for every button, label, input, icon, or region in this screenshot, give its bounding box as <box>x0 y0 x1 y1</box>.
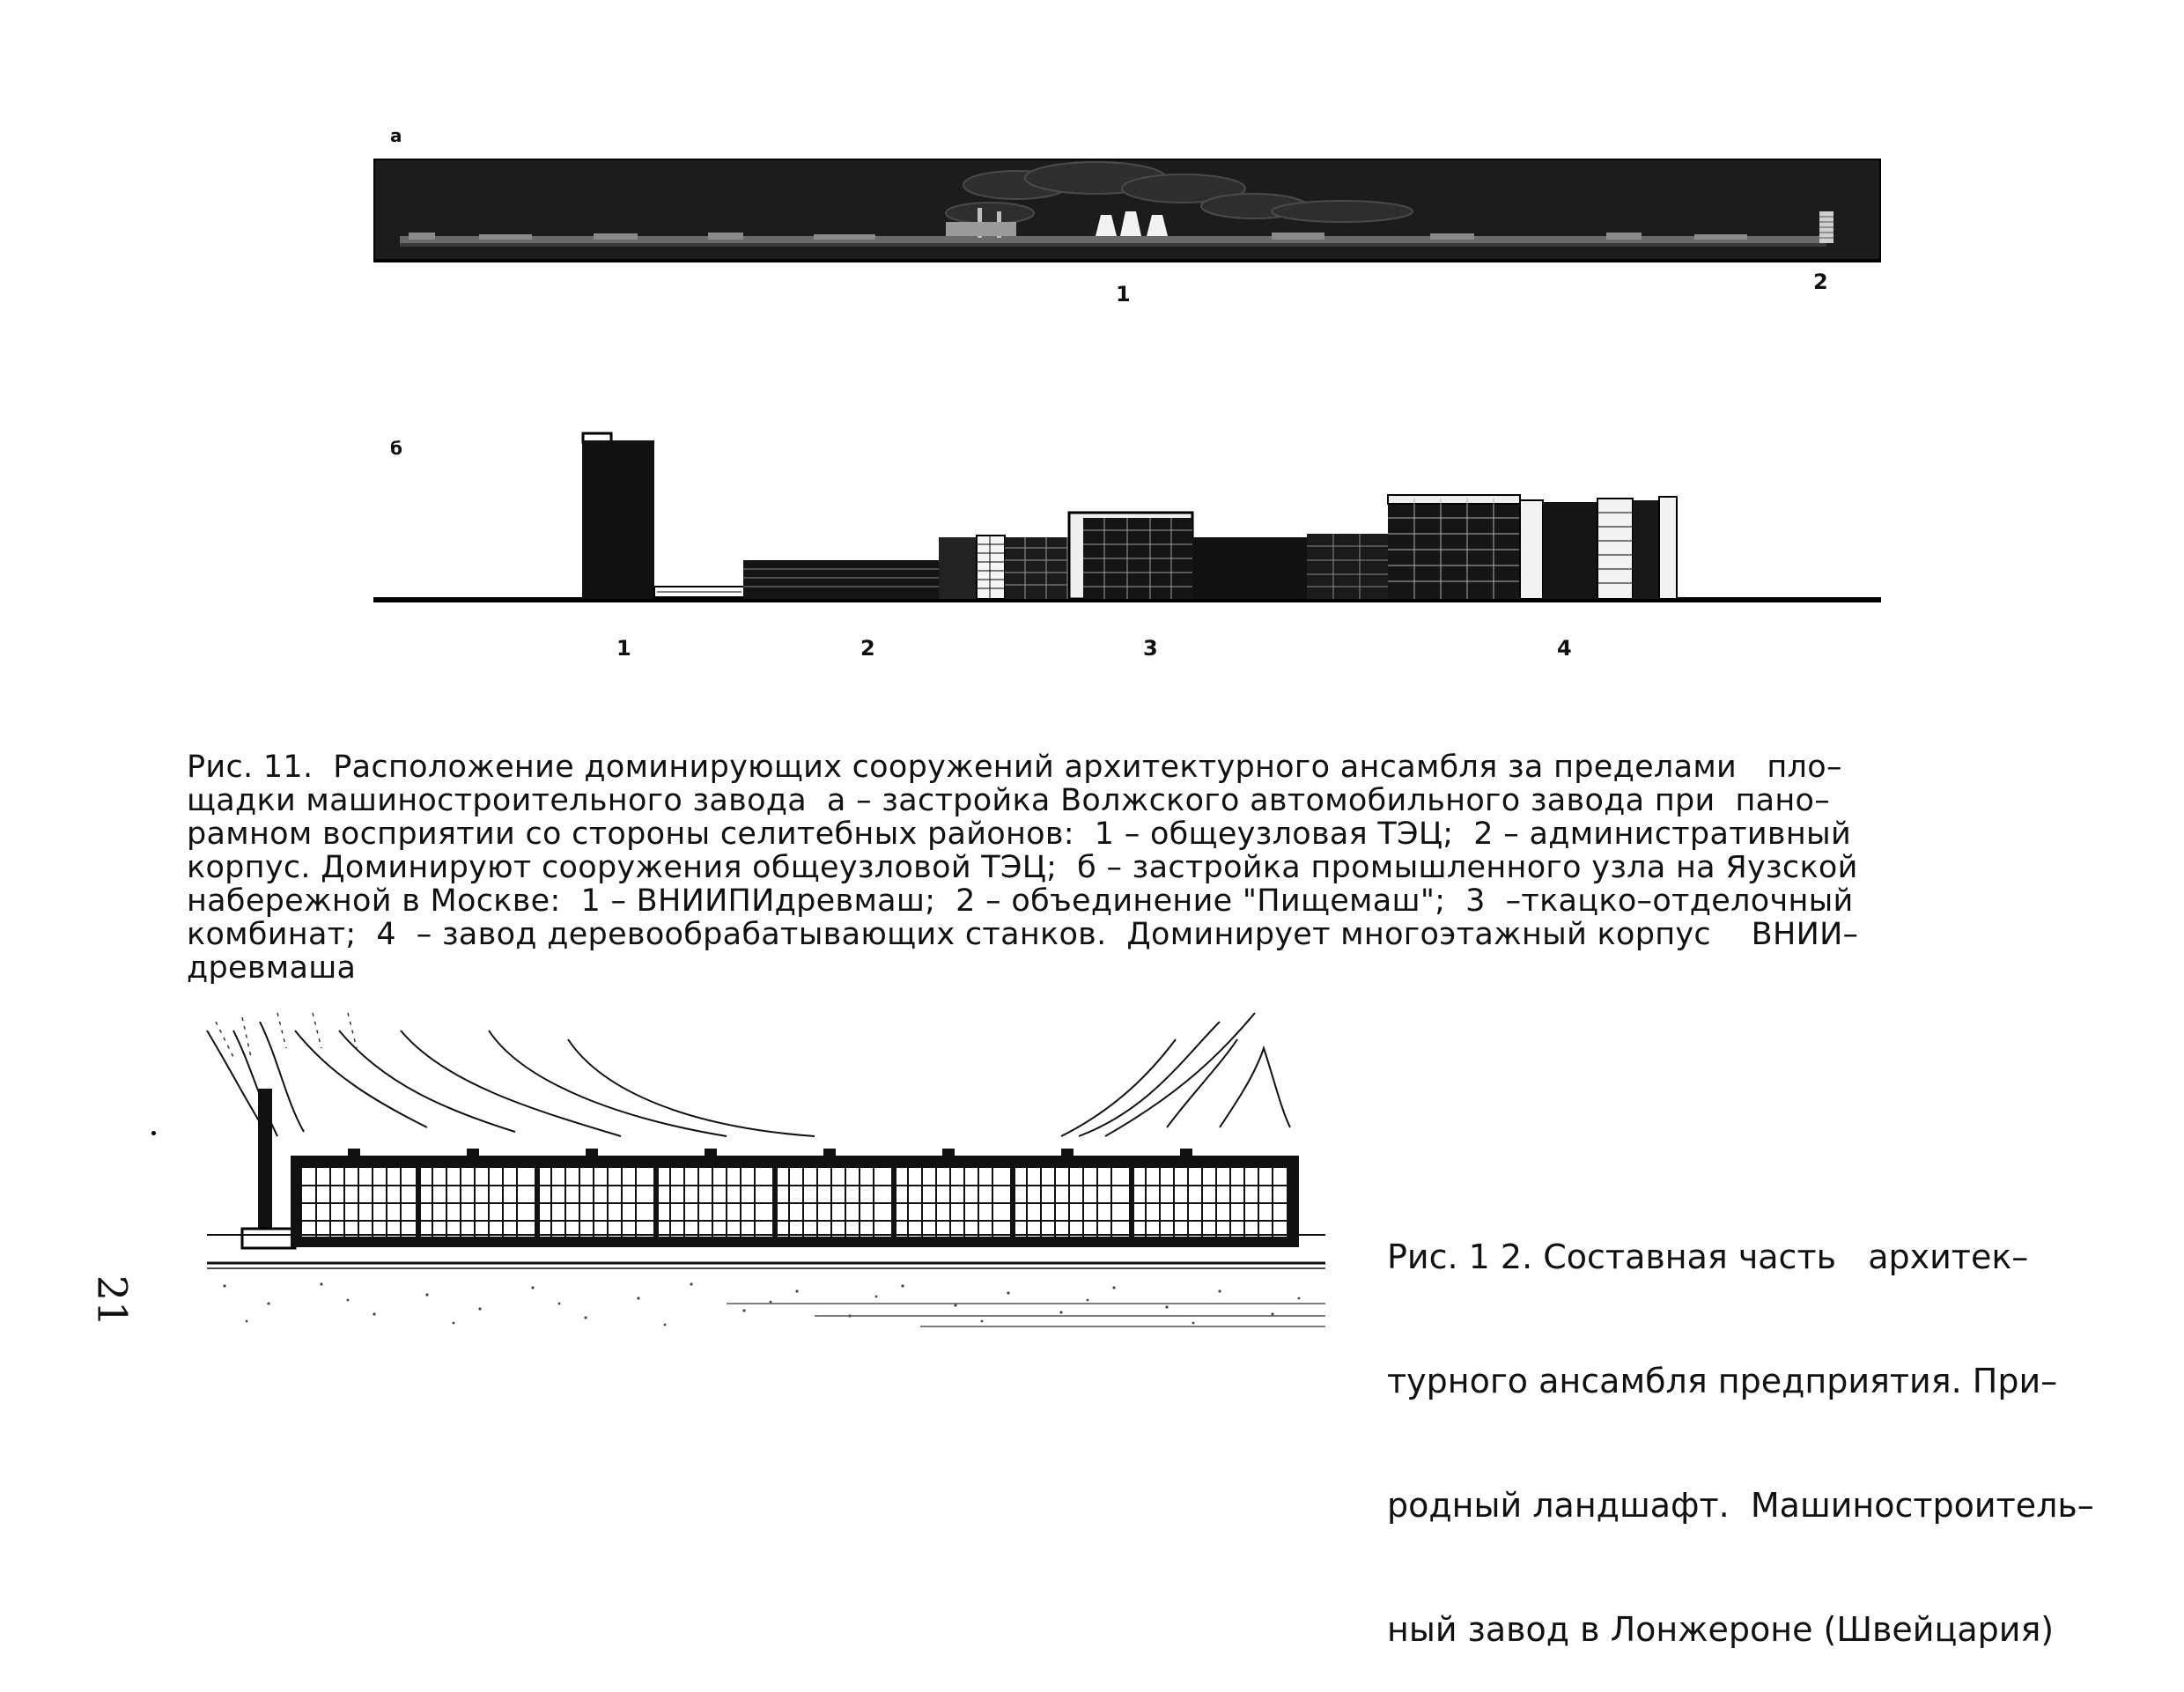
caption-line: древмаша <box>187 950 357 986</box>
elevation-yauza-embankment <box>373 414 1888 617</box>
margin-dot <box>151 1131 156 1135</box>
panel-a-number: 1 <box>1116 282 1131 307</box>
page-number: 21 <box>88 1275 136 1327</box>
caption-line: набережной в Москве: 1 – ВНИИПИдревмаш; 2 – объединение "Пищемаш"; 3 –ткацко–отделочный <box>187 883 1854 919</box>
figure-11-caption <box>187 750 1858 985</box>
panel-b-number: 2 <box>860 636 875 661</box>
caption-line: Рис. 11. Расположение доминирующих сооружений архитектурного ансамбля за пределами пло– <box>187 750 1842 785</box>
panel-b-number: 1 <box>616 636 631 661</box>
caption-line: Рис. 1 2. Составная часть архитек– <box>1387 1238 2029 1276</box>
caption-line: турного ансамбля предприятия. При– <box>1387 1362 2058 1400</box>
figure-12-sketch <box>198 1004 1334 1339</box>
caption-line: комбинат; 4 – завод деревообрабатывающих станков. Доминирует многоэтажный корпус ВНИИ– <box>187 917 1859 952</box>
figure-12-caption <box>1387 1154 2094 1692</box>
panel-b-label: б <box>390 438 402 459</box>
panel-a-number: 2 <box>1813 270 1828 294</box>
caption-line: ный завод в Лонжероне (Швейцария) <box>1387 1610 2055 1649</box>
panel-b-number: 4 <box>1557 636 1572 661</box>
panel-a-label: а <box>390 125 402 146</box>
panel-b-number: 3 <box>1143 636 1158 661</box>
panorama-volga-auto-plant <box>373 159 1881 264</box>
caption-line: родный ландшафт. Машиностроитель– <box>1387 1486 2094 1525</box>
caption-line: рамном восприятии со стороны селитебных районов: 1 – общеузловая ТЭЦ; 2 – административный <box>187 816 1852 852</box>
caption-line: щадки машиностроительного завода а – застройка Волжского автомобильного завода при пано– <box>187 783 1831 818</box>
caption-line: корпус. Доминируют сооружения общеузловой ТЭЦ; б – застройка промышленного узла на Яузской <box>187 850 1858 885</box>
